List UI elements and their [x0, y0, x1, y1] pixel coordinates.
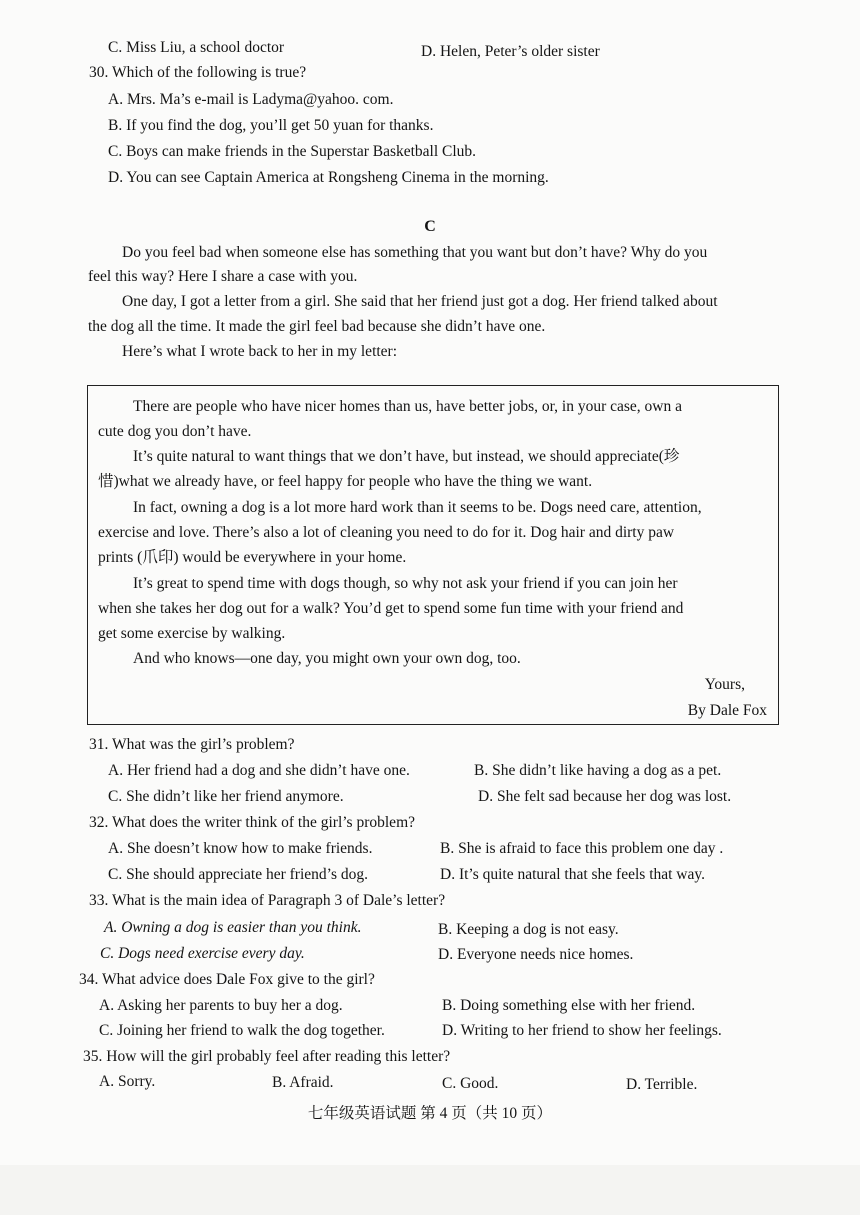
- q29-option-c: C. Miss Liu, a school doctor: [108, 39, 285, 56]
- q31-option-c: C. She didn’t like her friend anymore.: [108, 788, 344, 805]
- q35-question: 35. How will the girl probably feel after reading this letter?: [83, 1048, 451, 1065]
- letter-line: It’s quite natural to want things that we don’t have, but instead, we should appreciate(珍: [133, 448, 680, 465]
- q30-option-a: A. Mrs. Ma’s e-mail is Ladyma@yahoo. com.: [108, 91, 394, 108]
- q34-question: 34. What advice does Dale Fox give to the girl?: [79, 971, 375, 988]
- q34-option-b: B. Doing something else with her friend.: [442, 997, 696, 1014]
- q31-question: 31. What was the girl’s problem?: [89, 736, 295, 753]
- q29-option-d: D. Helen, Peter’s older sister: [421, 43, 600, 60]
- q33-option-d: D. Everyone needs nice homes.: [438, 946, 634, 963]
- letter-line: exercise and love. There’s also a lot of cleaning you need to do for it. Dog hair and dirty paw: [98, 524, 675, 541]
- letter-line: There are people who have nicer homes than us, have better jobs, or, in your case, own a: [133, 398, 683, 415]
- q35-option-c: C. Good.: [442, 1075, 499, 1092]
- q31-option-d: D. She felt sad because her dog was lost.: [478, 788, 732, 805]
- letter-closing: Yours,: [704, 676, 745, 693]
- letter-line: cute dog you don’t have.: [98, 423, 252, 440]
- q30-option-d: D. You can see Captain America at Rongsheng Cinema in the morning.: [108, 169, 549, 186]
- q35-option-b: B. Afraid.: [272, 1074, 334, 1091]
- q33-option-c: C. Dogs need exercise every day.: [100, 945, 305, 962]
- intro-line: feel this way? Here I share a case with you.: [88, 268, 358, 285]
- q34-option-d: D. Writing to her friend to show her feelings.: [442, 1022, 722, 1039]
- intro-line: Here’s what I wrote back to her in my letter:: [122, 343, 398, 360]
- scan-margin: [0, 1165, 860, 1215]
- q30-question: 30. Which of the following is true?: [89, 64, 307, 81]
- q34-option-a: A. Asking her parents to buy her a dog.: [99, 997, 343, 1014]
- q35-option-a: A. Sorry.: [99, 1073, 156, 1090]
- page-footer: 七年级英语试题 第 4 页（共 10 页）: [307, 1105, 553, 1122]
- letter-line: when she takes her dog out for a walk? You’d get to spend some fun time with your friend and: [98, 600, 684, 617]
- q33-option-a: A. Owning a dog is easier than you think.: [104, 919, 362, 936]
- q33-option-b: B. Keeping a dog is not easy.: [438, 921, 619, 938]
- letter-line: It’s great to spend time with dogs though, so why not ask your friend if you can join her: [133, 575, 678, 592]
- q32-option-c: C. She should appreciate her friend’s dog.: [108, 866, 368, 883]
- intro-line: One day, I got a letter from a girl. She said that her friend just got a dog. Her friend talked about: [122, 293, 718, 310]
- letter-line: In fact, owning a dog is a lot more hard work than it seems to be. Dogs need care, attention,: [133, 499, 702, 516]
- q30-option-b: B. If you find the dog, you’ll get 50 yuan for thanks.: [108, 117, 434, 134]
- q35-option-d: D. Terrible.: [626, 1076, 698, 1093]
- q32-question: 32. What does the writer think of the girl’s problem?: [89, 814, 415, 831]
- q31-option-a: A. Her friend had a dog and she didn’t have one.: [108, 762, 410, 779]
- q32-option-b: B. She is afraid to face this problem one day .: [440, 840, 724, 857]
- letter-line: 惜)what we already have, or feel happy for people who have the thing we want.: [98, 473, 593, 490]
- q32-option-d: D. It’s quite natural that she feels that way.: [440, 866, 705, 883]
- q33-question: 33. What is the main idea of Paragraph 3 of Dale’s letter?: [89, 892, 446, 909]
- q32-option-a: A. She doesn’t know how to make friends.: [108, 840, 373, 857]
- q30-option-c: C. Boys can make friends in the Superstar Basketball Club.: [108, 143, 477, 160]
- section-heading: C: [424, 218, 436, 235]
- letter-line: get some exercise by walking.: [98, 625, 286, 642]
- q31-option-b: B. She didn’t like having a dog as a pet.: [474, 762, 722, 779]
- letter-line: And who knows—one day, you might own your own dog, too.: [133, 650, 521, 667]
- letter-line: prints (爪印) would be everywhere in your home.: [98, 549, 407, 566]
- intro-line: Do you feel bad when someone else has something that you want but don’t have? Why do you: [122, 244, 708, 261]
- intro-line: the dog all the time. It made the girl feel bad because she didn’t have one.: [88, 318, 546, 335]
- letter-signature: By Dale Fox: [687, 702, 767, 719]
- q34-option-c: C. Joining her friend to walk the dog together.: [99, 1022, 385, 1039]
